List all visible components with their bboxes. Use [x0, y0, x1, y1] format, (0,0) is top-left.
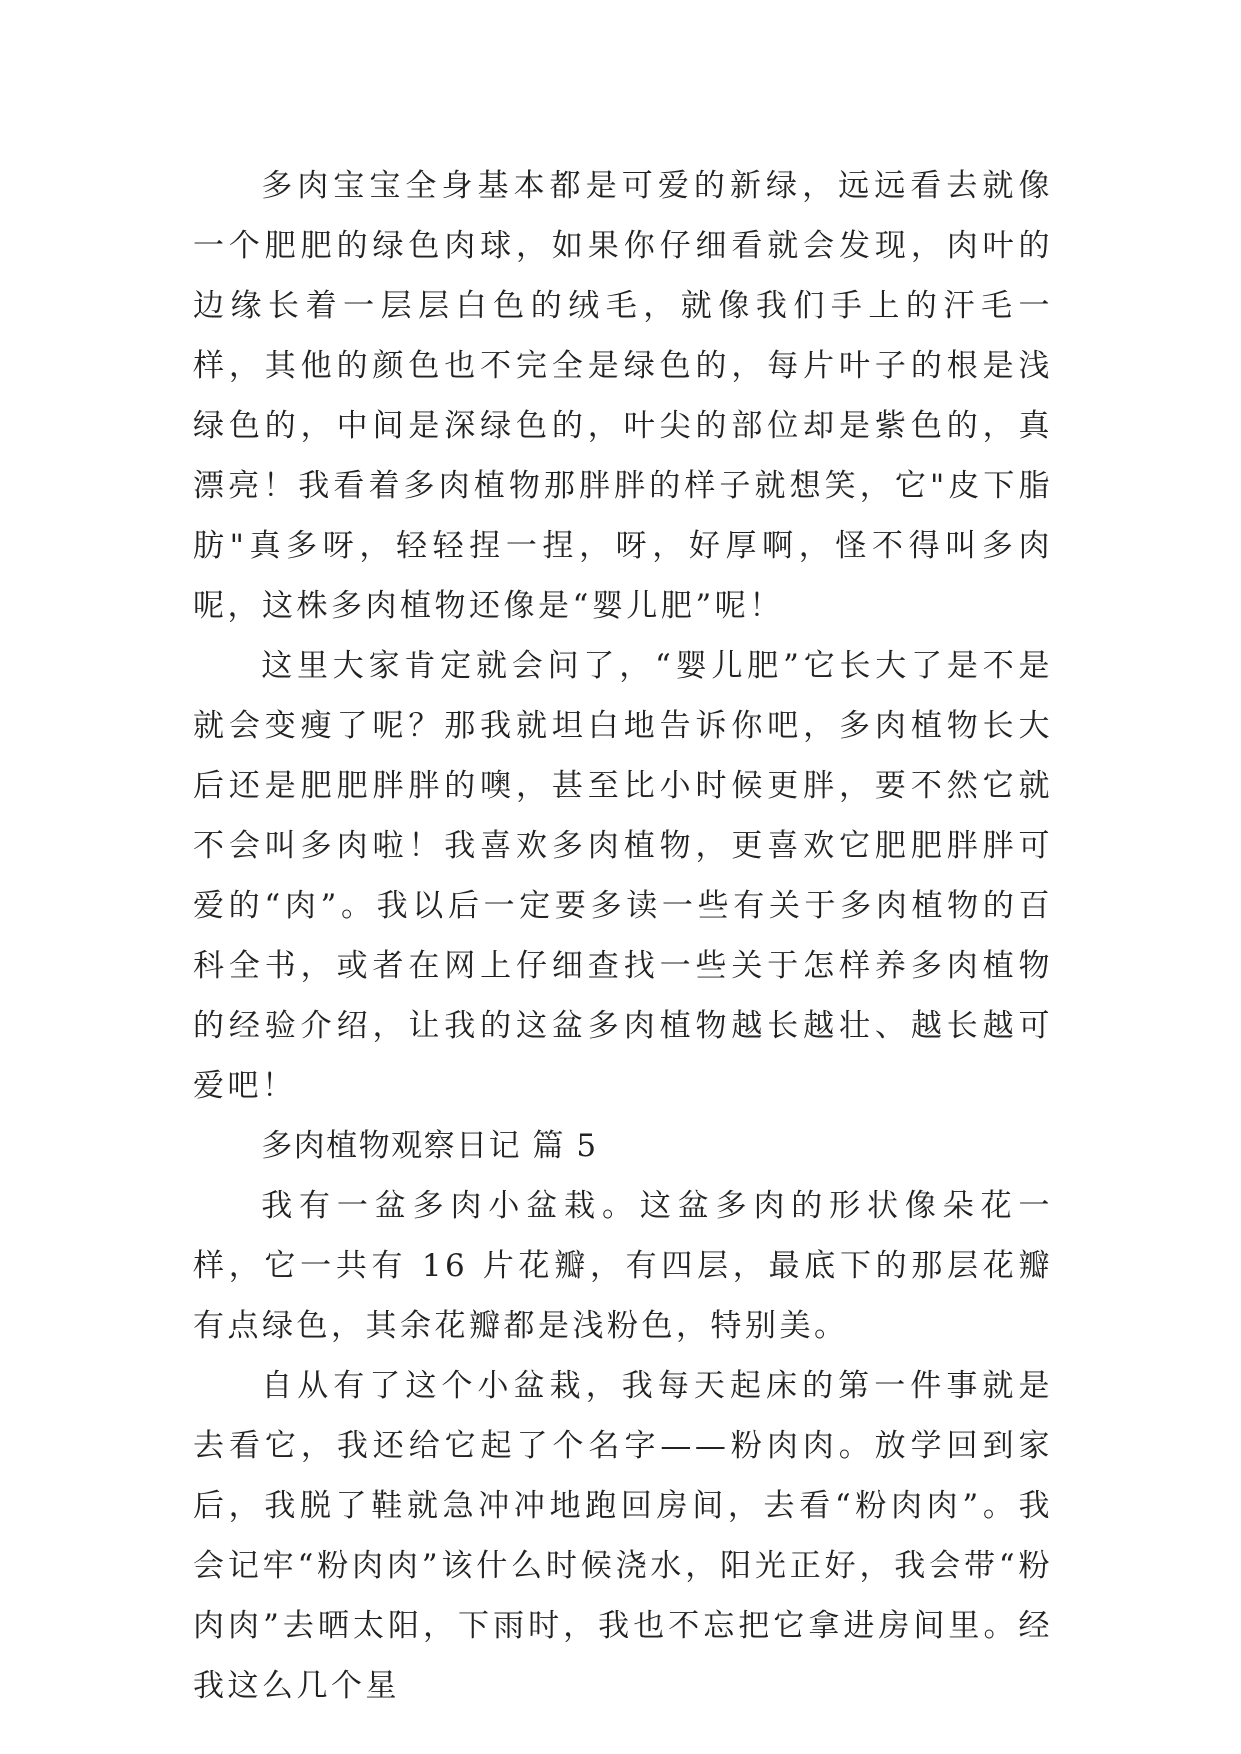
- paragraph-3: 我有一盆多肉小盆栽。这盆多肉的形状像朵花一样，它一共有 16 片花瓣，有四层，最底下的那层花瓣有点绿色，其余花瓣都是浅粉色，特别美。: [193, 1188, 1053, 1344]
- paragraph-4: 自从有了这个小盆栽，我每天起床的第一件事就是去看它，我还给它起了个名字——粉肉肉。放学回到家后，我脱了鞋就急冲冲地跑回房间，去看“粉肉肉”。我会记牢“粉肉肉”该什么时候浇水，阳光正好，我会带“粉肉肉”去晒太阳，下雨时，我也不忘把它拿进房间里。经我这么几个星: [193, 1368, 1053, 1704]
- document-body: [193, 156, 1053, 1716]
- paragraph-2: 这里大家肯定就会问了，“婴儿肥”它长大了是不是就会变瘦了呢？那我就坦白地告诉你吧，多肉植物长大后还是肥肥胖胖的噢，甚至比小时候更胖，要不然它就不会叫多肉啦！我喜欢多肉植物，更喜欢它肥肥胖胖可爱的“肉”。我以后一定要多读一些有关于多肉植物的百科全书，或者在网上仔细查找一些关于怎样养多肉植物的经验介绍，让我的这盆多肉植物越长越壮、越长越可爱吧！: [193, 648, 1053, 1104]
- paragraph-1: 多肉宝宝全身基本都是可爱的新绿，远远看去就像一个肥肥的绿色肉球，如果你仔细看就会发现，肉叶的边缘长着一层层白色的绒毛，就像我们手上的汗毛一样，其他的颜色也不完全是绿色的，每片叶子的根是浅绿色的，中间是深绿色的，叶尖的部位却是紫色的，真漂亮！我看着多肉植物那胖胖的样子就想笑，它"皮下脂肪"真多呀，轻轻捏一捏，呀，好厚啊，怪不得叫多肉呢，这株多肉植物还像是“婴儿肥”呢！: [193, 168, 1053, 624]
- section-heading: 多肉植物观察日记 篇 5: [261, 1128, 598, 1164]
